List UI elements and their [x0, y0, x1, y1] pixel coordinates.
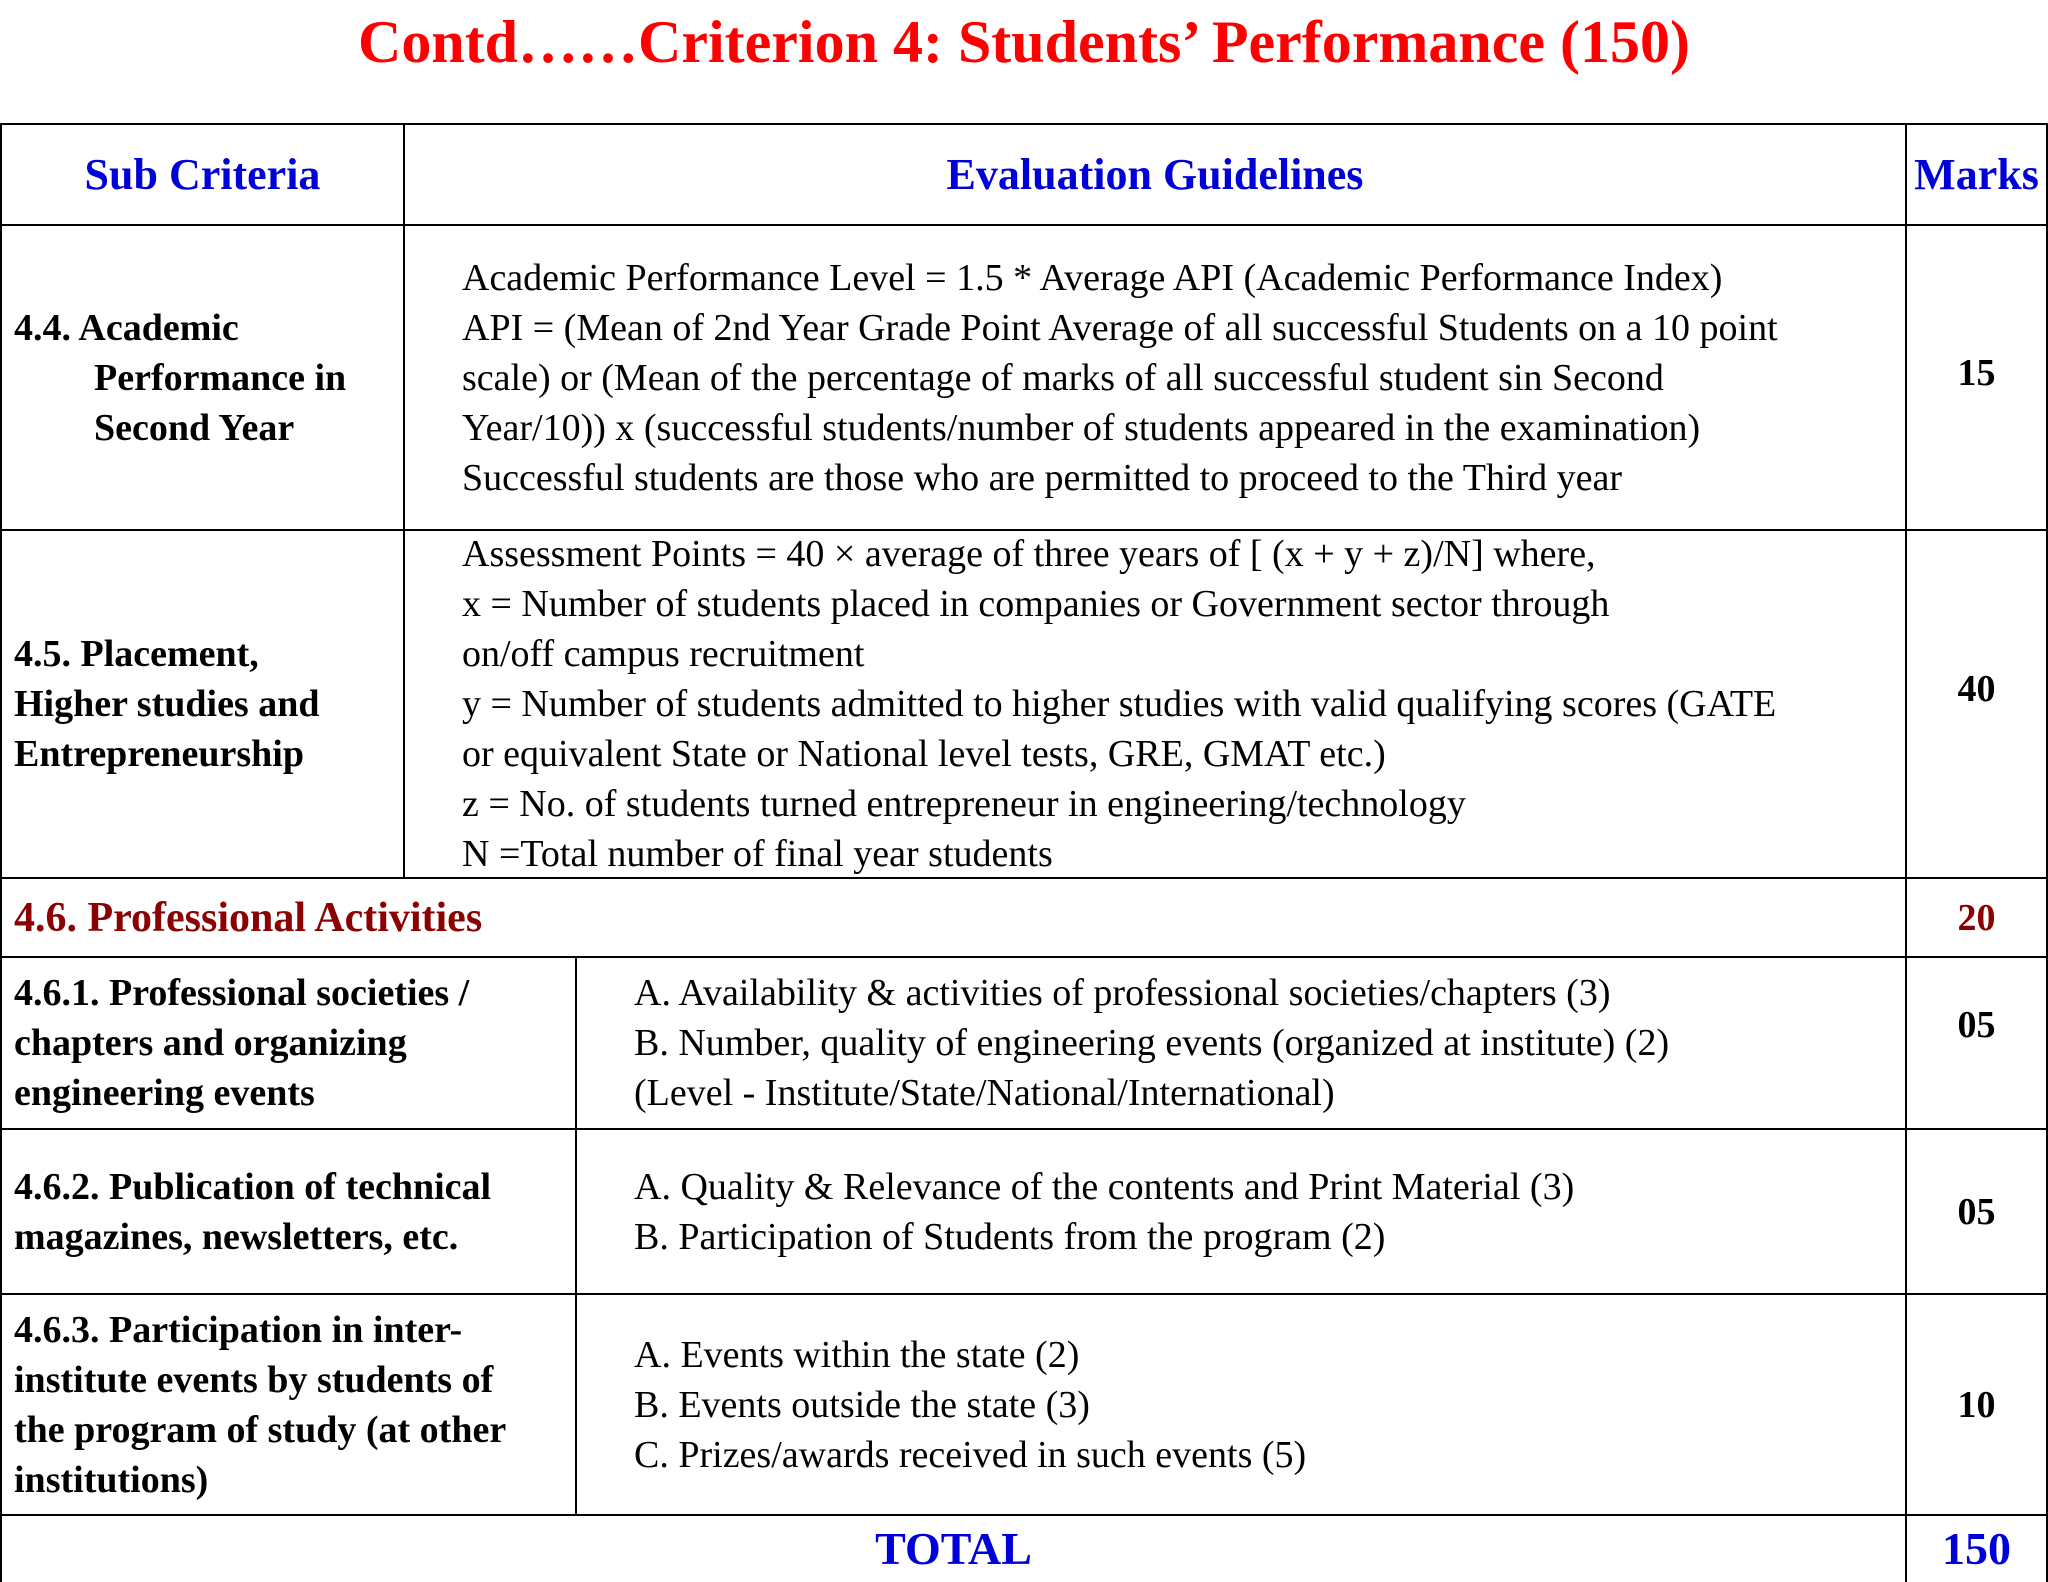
sub-line: Performance in [94, 356, 347, 399]
guide-line: C. Prizes/awards received in such events (5) [634, 1433, 1307, 1476]
guidelines-4-6-1 [634, 958, 1902, 1128]
guide-line: (Level - Institute/State/National/International) [634, 1072, 1335, 1114]
marks-4-6-3 [1907, 1295, 2046, 1514]
guidelines-4-4 [462, 226, 1902, 529]
sub-line: the program of study (at other [14, 1408, 507, 1451]
marks-value: 10 [1957, 1383, 1996, 1426]
header-sub-criteria [2, 125, 403, 224]
guide-line: Successful students are those who are permitted to proceed to the Third year [462, 456, 1623, 499]
guide-line: API = (Mean of 2nd Year Grade Point Average of all successful Students on a 10 point [462, 306, 1778, 349]
sub-line: institutions) [14, 1458, 209, 1501]
guidelines-4-6-3 [634, 1295, 1902, 1514]
header-marks [1907, 125, 2046, 224]
total-marks: 150 [1942, 1522, 2011, 1574]
total-label: TOTAL [875, 1522, 1032, 1574]
sub-criteria-4-6-1 [2, 958, 575, 1128]
guide-line: scale) or (Mean of the percentage of marks of all successful student sin Second [462, 356, 1664, 399]
guide-line: Year/10)) x (successful students/number of students appeared in the examination) [462, 406, 1701, 449]
header-evaluation-guidelines [405, 125, 1905, 224]
guidelines-4-5 [462, 531, 1902, 877]
marks-value: 05 [1957, 1190, 1996, 1233]
total-label-cell [2, 1516, 1905, 1580]
marks-value: 05 [1957, 1004, 1996, 1046]
guide-line: z = No. of students turned entrepreneur in engineering/technology [462, 783, 1466, 825]
sub-criteria-4-6-2 [2, 1130, 575, 1293]
header-sub-criteria-label: Sub Criteria [84, 150, 321, 199]
guidelines-4-6-2 [634, 1130, 1902, 1293]
guide-line: B. Events outside the state (3) [634, 1383, 1090, 1426]
marks-4-6-2 [1907, 1130, 2046, 1293]
sub-line: 4.6.1. Professional societies / [14, 972, 470, 1014]
sub-criteria-4-5 [2, 531, 403, 877]
header-marks-label: Marks [1914, 150, 2039, 199]
marks-4-6-1 [1907, 958, 2046, 1128]
guide-line: A. Events within the state (2) [634, 1333, 1080, 1376]
section-4-6 [2, 879, 1905, 956]
section-label: 4.6. Professional Activities [14, 894, 483, 941]
guide-line: N =Total number of final year students [462, 833, 1053, 875]
guide-line: B. Participation of Students from the program (2) [634, 1215, 1386, 1258]
sub-line: institute events by students of [14, 1358, 494, 1401]
sub-line: chapters and organizing [14, 1022, 407, 1064]
marks-value: 20 [1957, 896, 1996, 939]
page-title: Contd……Criterion 4: Students’ Performance (150) [358, 9, 1690, 75]
marks-4-4 [1907, 226, 2046, 529]
sub-line: Second Year [94, 406, 295, 449]
sub-criteria-4-6-3 [2, 1295, 575, 1514]
guide-line: Academic Performance Level = 1.5 * Average API (Academic Performance Index) [462, 256, 1723, 299]
sub-line: Higher studies and [14, 683, 320, 725]
sub-criteria-4-4 [2, 226, 403, 529]
guide-line: x = Number of students placed in companies or Government sector through [462, 583, 1610, 625]
guide-line: B. Number, quality of engineering events (organized at institute) (2) [634, 1022, 1670, 1064]
guide-line: on/off campus recruitment [462, 633, 865, 675]
sub-line: Entrepreneurship [14, 733, 304, 775]
sub-line: 4.6.3. Participation in inter- [14, 1308, 463, 1351]
sub-line: engineering events [14, 1072, 315, 1114]
sub-line: 4.6.2. Publication of technical [14, 1165, 492, 1208]
header-evaluation-guidelines-label: Evaluation Guidelines [946, 150, 1364, 199]
marks-4-5 [1907, 531, 2046, 877]
guide-line: A. Quality & Relevance of the contents and Print Material (3) [634, 1165, 1575, 1208]
marks-value: 40 [1957, 668, 1996, 710]
sub-line: 4.5. Placement, [14, 633, 259, 675]
marks-value: 15 [1957, 351, 1996, 394]
guide-line: Assessment Points = 40 × average of three years of [ (x + y + z)/N] where, [462, 533, 1596, 575]
sub-line: magazines, newsletters, etc. [14, 1215, 459, 1258]
marks-4-6 [1907, 879, 2046, 956]
sub-line: 4.4. Academic [14, 306, 239, 349]
guide-line: A. Availability & activities of professional societies/chapters (3) [634, 972, 1611, 1014]
total-marks-cell [1907, 1516, 2046, 1580]
guide-line: or equivalent State or National level tests, GRE, GMAT etc.) [462, 733, 1386, 775]
guide-line: y = Number of students admitted to higher studies with valid qualifying scores (GATE [462, 683, 1777, 725]
